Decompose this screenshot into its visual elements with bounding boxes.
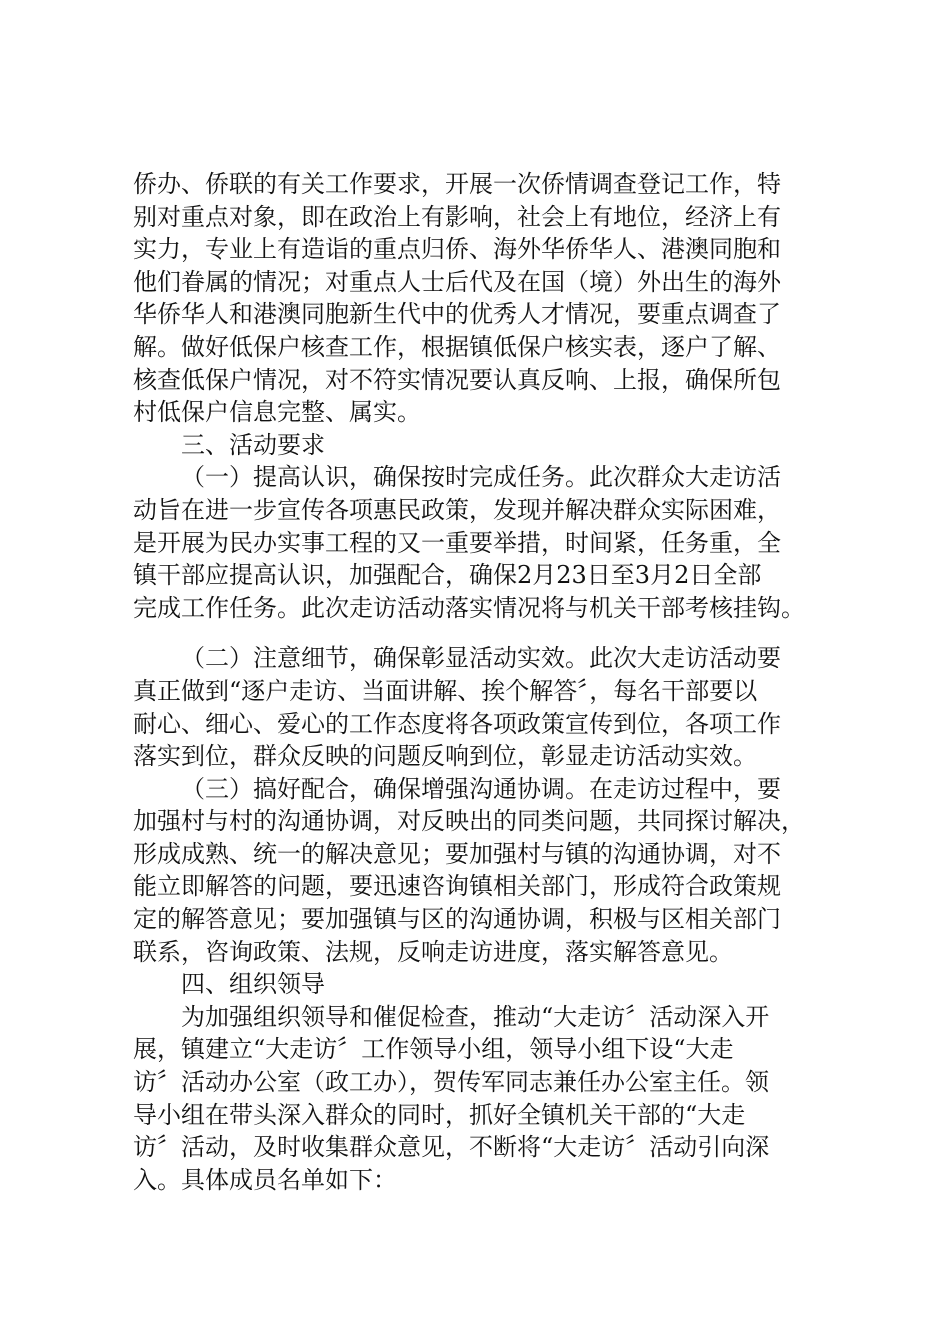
text-line: 为加强组织领导和催促检查，推动“大走访〞活动深入开 — [181, 1002, 770, 1031]
text-line: 动旨在进一步宣传各项惠民政策，发现并解决群众实际困难， — [133, 495, 781, 524]
text-line: 核查低保户情况，对不符实情况要认真反响、上报，确保所包 — [133, 365, 781, 394]
text-line: 加强村与村的沟通协调，对反映出的同类问题，共同探讨解决， — [133, 807, 805, 836]
text-line: 四、组织领导 — [181, 970, 325, 999]
text-line: 侨办、侨联的有关工作要求，开展一次侨情调查登记工作，特 — [133, 170, 781, 198]
text-line: 形成成熟、统一的解决意见；要加强村与镇的沟通协调，对不 — [133, 839, 781, 868]
text-line: 耐心、细心、爱心的工作态度将各项政策宣传到位，各项工作 — [133, 709, 781, 738]
document-body — [133, 168, 843, 1196]
text-line: 访〞活动办公室（政工办），贺传军同志兼任办公室主任。领 — [133, 1068, 769, 1097]
text-line: 导小组在带头深入群众的同时，抓好全镇机关干部的“大走 — [133, 1100, 746, 1129]
text-line: 落实到位，群众反映的问题反响到位，彰显走访活动实效。 — [133, 742, 757, 771]
text-line: 入。具体成员名单如下： — [133, 1165, 397, 1194]
text-line: 华侨华人和港澳同胞新生代中的优秀人才情况，要重点调查了 — [133, 300, 781, 329]
text-line: 真正做到“逐户走访、当面讲解、挨个解答〞，每名干部要以 — [133, 676, 758, 705]
text-line: 定的解答意见；要加强镇与区的沟通协调，积极与区相关部门 — [133, 905, 781, 934]
text-line: 访〞活动，及时收集群众意见，不断将“大走访〞活动引向深 — [133, 1133, 770, 1162]
text-line: 解。做好低保户核查工作，根据镇低保户核实表，逐户了解、 — [133, 332, 781, 361]
text-line: 实力，专业上有造诣的重点归侨、海外华侨华人、港澳同胞和 — [133, 235, 781, 264]
text-line: 完成工作任务。此次走访活动落实情况将与机关干部考核挂钩。 — [133, 593, 805, 622]
text-line: 能立即解答的问题，要迅速咨询镇相关部门，形成符合政策规 — [133, 872, 781, 901]
text-line: （二）注意细节，确保彰显活动实效。此次大走访活动要 — [181, 644, 781, 673]
text-line: 展，镇建立“大走访〞工作领导小组，领导小组下设“大走 — [133, 1035, 734, 1064]
paragraph-gap — [133, 624, 843, 642]
text-line: 是开展为民办实事工程的又一重要举措，时间紧，任务重，全 — [133, 528, 781, 557]
text-line: 他们眷属的情况；对重点人士后代及在国（境）外出生的海外 — [133, 267, 781, 296]
text-line: 村低保户信息完整、属实。 — [133, 398, 421, 427]
text-line: 镇干部应提高认识，加强配合，确保2月23日至3月2日全部 — [133, 561, 762, 590]
text-line: （三）搞好配合，确保增强沟通协调。在走访过程中，要 — [181, 774, 781, 803]
text-line: （一）提高认识，确保按时完成任务。此次群众大走访活 — [181, 463, 781, 492]
text-line: 三、活动要求 — [181, 430, 325, 459]
text-line: 别对重点对象，即在政治上有影响，社会上有地位，经济上有 — [133, 202, 781, 231]
text-line: 联系，咨询政策、法规，反响走访进度，落实解答意见。 — [133, 937, 733, 966]
